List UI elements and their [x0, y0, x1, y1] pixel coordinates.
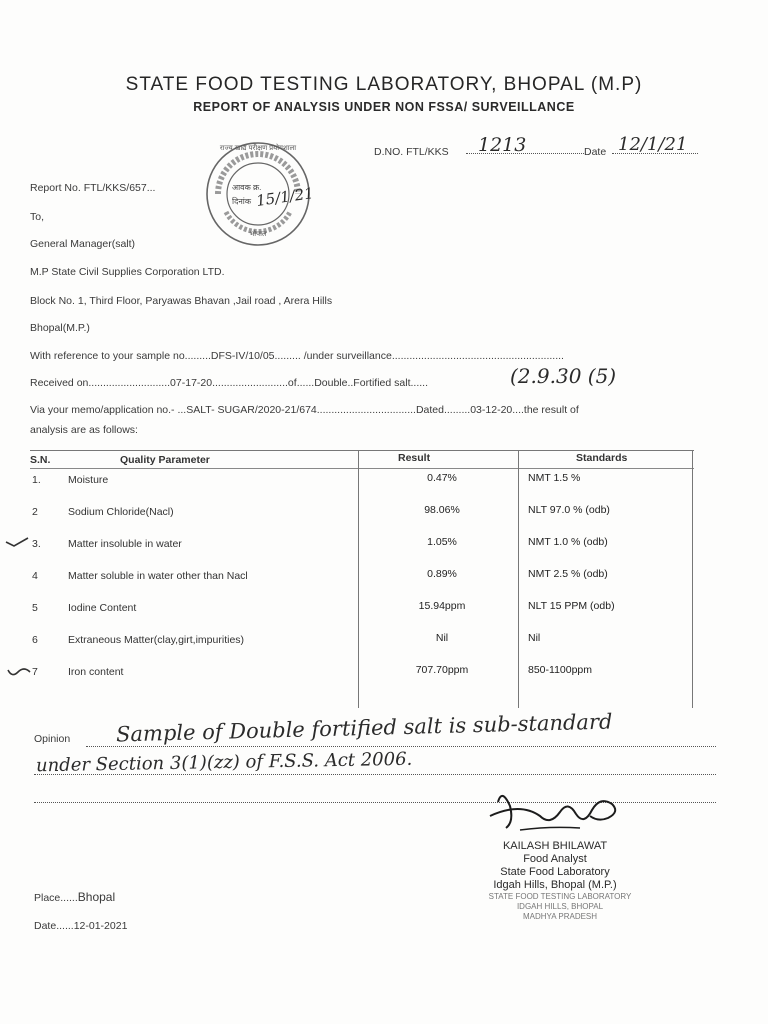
dno-date-label: Date [584, 146, 607, 158]
place-label: Place [34, 892, 61, 904]
addressee-street: Block No. 1, Third Floor, Paryawas Bhavan ,Jail road , Arera Hills [30, 295, 333, 307]
memo-line-2: analysis are as follows: [30, 424, 138, 436]
header-result: Result [398, 452, 431, 464]
table-row [30, 504, 694, 534]
received-line: Received on............................07-17-20..........................of......Double..Fortified salt...... [30, 377, 429, 389]
table-row [30, 536, 694, 566]
opinion-label: Opinion [34, 733, 71, 745]
dno-handwritten-date: 12/1/21 [618, 134, 688, 155]
signatory-name: KAILASH BHILAWAT [502, 840, 608, 852]
place-value: Bhopal [77, 890, 116, 904]
row-parameter: Matter soluble in water other than Nacl [68, 570, 248, 582]
header-quality-parameter: Quality Parameter [120, 454, 210, 466]
signatory-address: Idgah Hills, Bhopal (M.P.) [493, 879, 617, 891]
row-sn: 7 [32, 666, 38, 678]
table-row [30, 568, 694, 598]
row-sn: 3. [32, 538, 41, 550]
row-parameter: Extraneous Matter(clay,girt,impurities) [68, 634, 245, 646]
analyst-signature [480, 782, 630, 842]
header-sn: S.N. [30, 454, 51, 466]
row-parameter: Iron content [68, 666, 124, 678]
to-label: To, [30, 211, 45, 223]
row-standard: NMT 1.0 % (odb) [528, 536, 608, 548]
row-sn: 1. [32, 474, 41, 486]
table-row [30, 472, 694, 502]
row-sn: 4 [32, 570, 38, 582]
row-result: 1.05% [427, 536, 457, 548]
received-item: Double..Fortified salt [314, 377, 411, 389]
row-result: 98.06% [424, 504, 460, 516]
addressee-city: Bhopal(M.P.) [30, 322, 90, 334]
row-standard: NMT 2.5 % (odb) [528, 568, 608, 580]
date-line: Date......12-01-2021 [34, 920, 128, 932]
received-handwritten-note: (2.9.30 (5) [510, 364, 617, 388]
table-row [30, 600, 694, 630]
opinion-handwritten-line-2: under Section 3(1)(zz) of F.S.S. Act 2006. [35, 748, 413, 777]
date-value: 12-01-2021 [73, 920, 128, 932]
row-parameter: Sodium Chloride(Nacl) [68, 506, 174, 518]
row-standard: NMT 1.5 % [528, 472, 581, 484]
table-row [30, 664, 694, 694]
sample-reference-line: With reference to your sample no.........DFS-IV/10/05......... /under surveillance........................................................... [30, 350, 564, 362]
row-sn: 5 [32, 602, 38, 614]
row-result: 0.89% [427, 568, 457, 580]
table-row [30, 632, 694, 662]
opinion-dotline-1 [86, 746, 716, 747]
row-standard: NLT 15 PPM (odb) [528, 600, 615, 612]
row-parameter: Moisture [68, 474, 109, 486]
row-result: 707.70ppm [415, 664, 469, 676]
table-top-rule [30, 450, 694, 451]
inward-stamp [204, 140, 315, 248]
lab-title: STATE FOOD TESTING LABORATORY, BHOPAL (M.P) [125, 74, 643, 95]
stamp-handwritten-date: 15/1/21 [255, 184, 315, 210]
addressee-designation: General Manager(salt) [30, 238, 136, 250]
place-line: Place......Bhopal [34, 890, 116, 904]
report-subtitle: REPORT OF ANALYSIS UNDER NON FSSA/ SURVEILLANCE [193, 100, 575, 114]
row-standard: 850-1100ppm [528, 664, 593, 676]
row-result: 15.94ppm [418, 600, 466, 612]
row-parameter: Matter insoluble in water [68, 538, 182, 550]
dno-handwritten-value: 1213 [478, 134, 527, 156]
header-standards: Standards [576, 452, 628, 464]
row-standard: Nil [528, 632, 541, 644]
lab-seal-text: STATE FOOD TESTING LABORATORY IDGAH HILLS, BHOPAL MADHYA PRADESH [488, 892, 632, 921]
dno-label: D.NO. FTL/KKS [374, 146, 449, 158]
tick-mark-row-7 [6, 664, 32, 680]
addressee-organization: M.P State Civil Supplies Corporation LTD. [30, 266, 225, 278]
signatory-designation: Food Analyst [523, 853, 587, 865]
opinion-handwritten-line-1: Sample of Double fortified salt is sub-standard [115, 709, 613, 747]
row-sn: 6 [32, 634, 38, 646]
row-parameter: Iodine Content [68, 602, 137, 614]
signatory-lab: State Food Laboratory [500, 866, 610, 878]
stamp-top-text: राज्य खाद्य परीक्षण प्रयोगशाला [219, 145, 297, 152]
table-header-rule [30, 468, 694, 469]
stamp-date-label: दिनांक [232, 197, 251, 206]
row-result: 0.47% [427, 472, 457, 484]
stamp-bottom-text: भोपाल [249, 231, 267, 238]
date-label: Date [34, 920, 57, 932]
results-table [30, 450, 694, 708]
stamp-inward-label: आवक क्र. [232, 183, 262, 192]
memo-line: Via your memo/application no.- ...SALT- SUGAR/2020-21/674..................................Dated.........03-12-20....the result of [30, 404, 579, 416]
report-number: Report No. FTL/KKS/657... [30, 182, 156, 194]
row-result: Nil [435, 632, 449, 644]
row-standard: NLT 97.0 % (odb) [528, 504, 610, 516]
row-sn: 2 [32, 506, 38, 518]
signature-block [450, 840, 660, 892]
tick-mark-row-3 [4, 534, 30, 550]
